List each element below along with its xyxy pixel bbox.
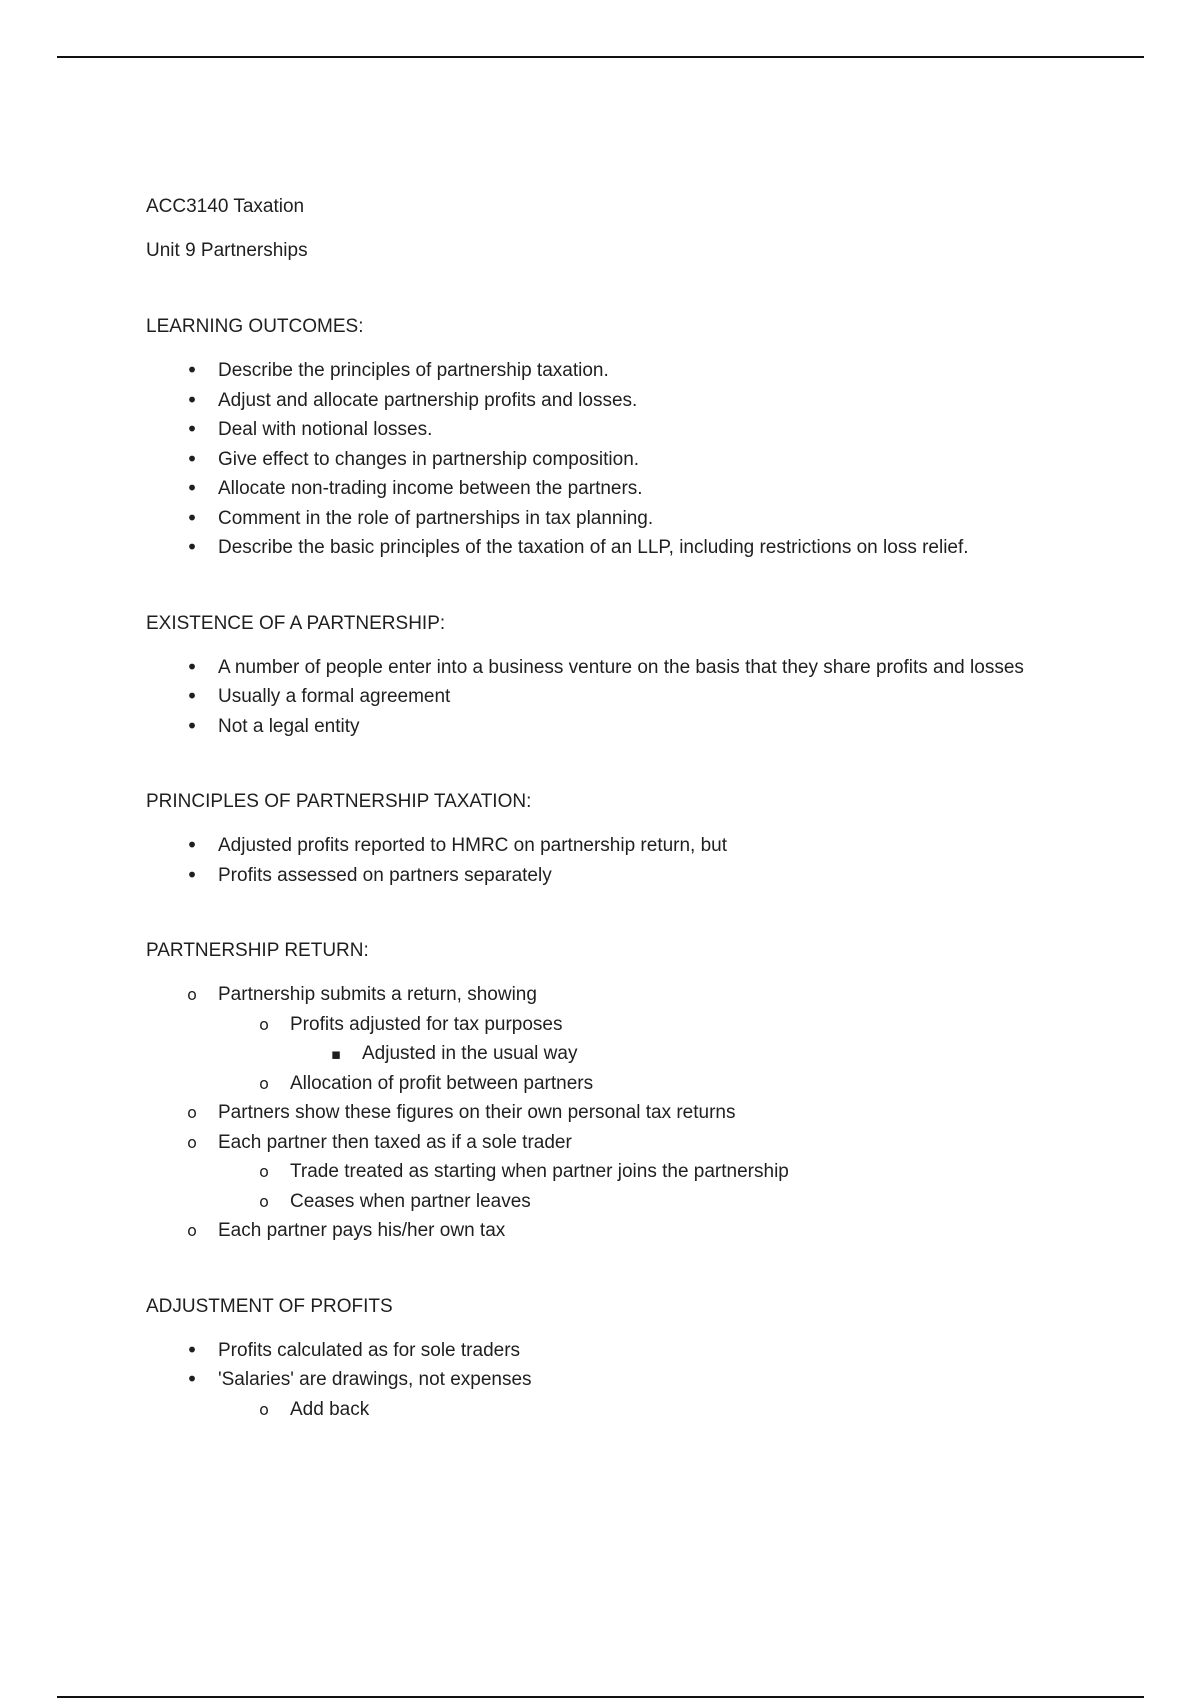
- circle-bullet-icon: [254, 1157, 274, 1187]
- section-heading: PRINCIPLES OF PARTNERSHIP TAXATION:: [146, 791, 532, 812]
- list-item: [146, 980, 1076, 1010]
- list-item-text: Deal with notional losses.: [218, 419, 433, 440]
- list-item-text: Adjusted profits reported to HMRC on partnership return, but: [218, 835, 728, 856]
- list-item-text: Not a legal entity: [218, 715, 360, 737]
- list-item-text: 'Salaries' are drawings, not expenses: [218, 1369, 532, 1390]
- list-item-text: Partnership submits a return, showing: [218, 984, 537, 1005]
- bullet-list: [146, 1336, 1076, 1425]
- list-item: [146, 1187, 1076, 1217]
- principles-section: [146, 787, 1076, 890]
- circle-bullet-icon: [254, 1010, 274, 1040]
- square-bullet-icon: [326, 1039, 346, 1070]
- bullet-icon: [182, 861, 202, 892]
- list-item-text: Usually a formal agreement: [218, 686, 451, 707]
- bullet-list: [146, 831, 1076, 890]
- adjustment-section: [146, 1292, 1076, 1425]
- list-item-text: Give effect to changes in partnership composition.: [218, 448, 640, 470]
- list-item-text: Add back: [290, 1398, 370, 1420]
- list-item-text: Each partner pays his/her own tax: [218, 1220, 506, 1241]
- circle-bullet-icon: [182, 1128, 202, 1158]
- list-item: [146, 1039, 1076, 1069]
- learning-outcomes-section: [146, 312, 1076, 563]
- list-item-text: Profits calculated as for sole traders: [218, 1339, 521, 1361]
- bullet-icon: [182, 445, 202, 476]
- list-item: [146, 504, 1076, 534]
- list-item: [146, 474, 1076, 504]
- list-item: [146, 1395, 1076, 1425]
- list-item: [146, 415, 1076, 445]
- bullet-icon: [182, 415, 202, 446]
- existence-section: [146, 609, 1076, 742]
- circle-bullet-icon: [182, 980, 202, 1010]
- circle-bullet-icon: [182, 1098, 202, 1128]
- bullet-list: [146, 356, 1076, 563]
- list-item-text: A number of people enter into a business venture on the basis that they share profits and losses: [218, 656, 1024, 678]
- bullet-icon: [182, 653, 202, 684]
- bullet-list: [146, 653, 1076, 742]
- section-heading: PARTNERSHIP RETURN:: [146, 940, 369, 961]
- list-item-text: Allocation of profit between partners: [290, 1072, 594, 1094]
- list-item-text: Each partner then taxed as if a sole trader: [218, 1131, 572, 1153]
- list-item: [146, 445, 1076, 475]
- list-item: [146, 1216, 1076, 1246]
- bullet-icon: [182, 504, 202, 535]
- unit-title: Unit 9 Partnerships: [146, 240, 308, 261]
- list-item: [146, 1098, 1076, 1128]
- list-item-text: Allocate non-trading income between the partners.: [218, 478, 643, 499]
- list-item: [146, 653, 1076, 683]
- bullet-icon: [182, 682, 202, 713]
- list-item: [146, 1128, 1076, 1158]
- document-page: [146, 192, 1076, 1424]
- outline-list: [146, 980, 1076, 1246]
- header-rule: [57, 56, 1144, 58]
- list-item: [146, 1010, 1076, 1040]
- section-heading: EXISTENCE OF A PARTNERSHIP:: [146, 612, 446, 634]
- footer-rule: [57, 1696, 1144, 1698]
- list-item: [146, 1336, 1076, 1366]
- bullet-icon: [182, 831, 202, 862]
- bullet-icon: [182, 1365, 202, 1396]
- list-item-text: Profits adjusted for tax purposes: [290, 1013, 563, 1035]
- list-item-text: Describe the basic principles of the taxation of an LLP, including restrictions on loss relief.: [218, 537, 969, 558]
- list-item: [146, 533, 1076, 563]
- list-item-text: Describe the principles of partnership taxation.: [218, 360, 609, 381]
- list-item-text: Comment in the role of partnerships in tax planning.: [218, 507, 654, 529]
- section-heading: LEARNING OUTCOMES:: [146, 316, 364, 337]
- partnership-return-section: [146, 936, 1076, 1246]
- circle-bullet-icon: [254, 1069, 274, 1099]
- bullet-icon: [182, 386, 202, 417]
- list-item: [146, 1365, 1076, 1395]
- bullet-icon: [182, 474, 202, 505]
- section-heading: ADJUSTMENT OF PROFITS: [146, 1295, 393, 1317]
- list-item: [146, 386, 1076, 416]
- list-item-text: Trade treated as starting when partner joins the partnership: [290, 1161, 789, 1182]
- course-title: ACC3140 Taxation: [146, 196, 305, 217]
- list-item: [146, 682, 1076, 712]
- list-item-text: Ceases when partner leaves: [290, 1190, 531, 1212]
- list-item-text: Adjust and allocate partnership profits and losses.: [218, 389, 638, 411]
- list-item: [146, 831, 1076, 861]
- circle-bullet-icon: [254, 1395, 274, 1425]
- list-item-text: Profits assessed on partners separately: [218, 864, 552, 886]
- list-item: [146, 356, 1076, 386]
- bullet-icon: [182, 1336, 202, 1367]
- list-item-text: Adjusted in the usual way: [362, 1043, 578, 1064]
- list-item: [146, 861, 1076, 891]
- list-item: [146, 1157, 1076, 1187]
- list-item: [146, 1069, 1076, 1099]
- circle-bullet-icon: [254, 1187, 274, 1217]
- list-item-text: Partners show these figures on their own personal tax returns: [218, 1102, 736, 1123]
- bullet-icon: [182, 533, 202, 564]
- circle-bullet-icon: [182, 1216, 202, 1246]
- bullet-icon: [182, 712, 202, 743]
- bullet-icon: [182, 356, 202, 387]
- list-item: [146, 712, 1076, 742]
